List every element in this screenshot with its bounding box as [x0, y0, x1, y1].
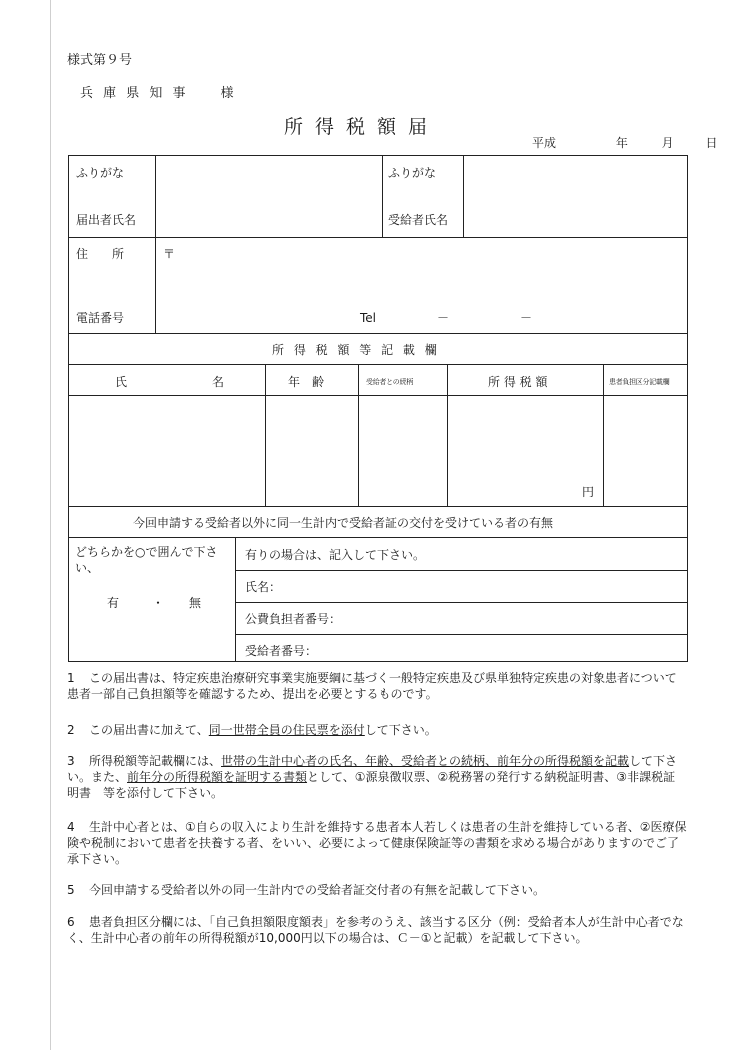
- note-number: 2: [67, 723, 75, 737]
- tel-dash-1: －: [437, 311, 450, 325]
- tax-name-cell[interactable]: [70, 397, 264, 505]
- note-text: 所得税額等記載欄には、: [89, 754, 222, 768]
- household-name-field[interactable]: [290, 573, 685, 599]
- tax-amount-cell[interactable]: [449, 397, 602, 505]
- date-day: 日: [705, 136, 718, 150]
- tax-category-cell[interactable]: [605, 397, 686, 505]
- note-5: [67, 882, 687, 898]
- note-underlined: 前年分の所得税額を証明する書類: [127, 770, 308, 784]
- note-text: して下さい。: [364, 723, 437, 737]
- addressee: 兵 庫 県 知 事 様: [80, 86, 237, 101]
- note-text: 生計中心者とは、①自らの収入により生計を維持する患者本人若しくは患者の生計を維持している者、②医療保険や税制において患者を扶養する者、をいい、必要によって健康保険証等の書類を求める場合がありますのでご了承下さい。: [67, 820, 687, 866]
- col-relation: 受給者との続柄: [366, 378, 413, 386]
- note-number: 5: [67, 883, 75, 897]
- col-tax: 所 得 税 額: [488, 375, 548, 389]
- household-heading: 今回申請する受給者以外に同一生計内で受給者証の交付を受けている者の有無: [133, 516, 554, 530]
- applicant-name-label: 届出者氏名: [76, 213, 137, 227]
- note-number: 3: [67, 754, 75, 768]
- note-text: して下さい。また、: [67, 754, 678, 784]
- tax-section-heading: 所 得 税 額 等 記 載 欄: [272, 343, 440, 357]
- page-title: 所得税額届: [284, 116, 440, 138]
- option-yes[interactable]: 有: [107, 596, 120, 610]
- tax-relation-cell[interactable]: [360, 397, 446, 505]
- option-no[interactable]: 無: [189, 596, 202, 610]
- circle-instruction: どちらかを○で囲んで下さい、: [75, 545, 218, 575]
- note-text: 患者負担区分欄には、「自己負担額限度額表」を参考のうえ、該当する区分（例：受給者本人が生計中心者でなく、生計中心者の前年の所得税額が10,000円以下の場合は、Ｃ－①と記載）を記載して下さい。: [67, 915, 684, 945]
- note-4: [67, 819, 687, 867]
- col-age: 年 齢: [288, 375, 325, 389]
- note-3: [67, 753, 687, 801]
- note-number: 6: [67, 915, 75, 929]
- address-field[interactable]: [175, 240, 685, 290]
- note-number: 1: [67, 671, 75, 685]
- note-2: [67, 722, 687, 738]
- left-margin-line: [50, 0, 51, 1050]
- payer-number-field[interactable]: [360, 605, 685, 631]
- payer-number-label: 公費負担者番号：: [245, 612, 342, 626]
- household-name-label: 氏名：: [245, 580, 282, 594]
- date-year: 年: [615, 136, 628, 150]
- phone-field[interactable]: [390, 302, 590, 328]
- col-name-2: 名: [212, 375, 225, 389]
- col-name-1: 氏: [115, 375, 128, 389]
- tax-age-cell[interactable]: [267, 397, 357, 505]
- note-text: 今回申請する受給者以外の同一生計内での受給者証交付者の有無を記載して下さい。: [89, 883, 546, 897]
- date-line: [532, 134, 717, 151]
- note-6: [67, 914, 687, 946]
- tel-prefix: Tel: [360, 311, 377, 325]
- note-text: この届出書に加えて、: [89, 723, 209, 737]
- note-underlined: 世帯の生計中心者の氏名、年齢、受給者との続柄、前年分の所得税額を記載: [221, 754, 630, 768]
- note-number: 4: [67, 820, 75, 834]
- col-category: 患者負担区分記載欄: [609, 378, 670, 386]
- address-label: 住 所: [76, 247, 125, 261]
- furigana-label: ふりがな: [76, 166, 125, 180]
- phone-label: 電話番号: [76, 311, 125, 325]
- note-1: [67, 670, 687, 702]
- postal-mark: 〒: [163, 247, 176, 261]
- date-month: 月: [661, 136, 674, 150]
- tel-dash-2: －: [520, 311, 533, 325]
- recipient-furigana-label: ふりがな: [388, 166, 437, 180]
- fill-note: 有りの場合は、記入して下さい。: [245, 548, 426, 562]
- option-separator: ・: [152, 596, 165, 610]
- date-era: 平成: [532, 136, 557, 150]
- recipient-number-field[interactable]: [330, 637, 685, 660]
- form-number: 様式第９号: [67, 53, 133, 68]
- note-text: として、①源泉徴収票、②税務署の発行する納税証明書、③非課税証明書 等を添付して下さい。: [67, 770, 676, 800]
- note-text: この届出書は、特定疾患治療研究事業実施要綱に基づく一般特定疾患及び県単独特定疾患の対象患者について患者一部自己負担額等を確認するため、提出を必要とするものです。: [67, 671, 677, 701]
- applicant-name-field[interactable]: [157, 157, 381, 235]
- recipient-name-label: 受給者氏名: [388, 213, 449, 227]
- yen-unit: 円: [582, 485, 595, 499]
- recipient-number-label: 受給者番号：: [245, 644, 318, 658]
- note-underlined: 同一世帯全員の住民票を添付: [208, 723, 365, 737]
- recipient-name-field[interactable]: [465, 157, 686, 235]
